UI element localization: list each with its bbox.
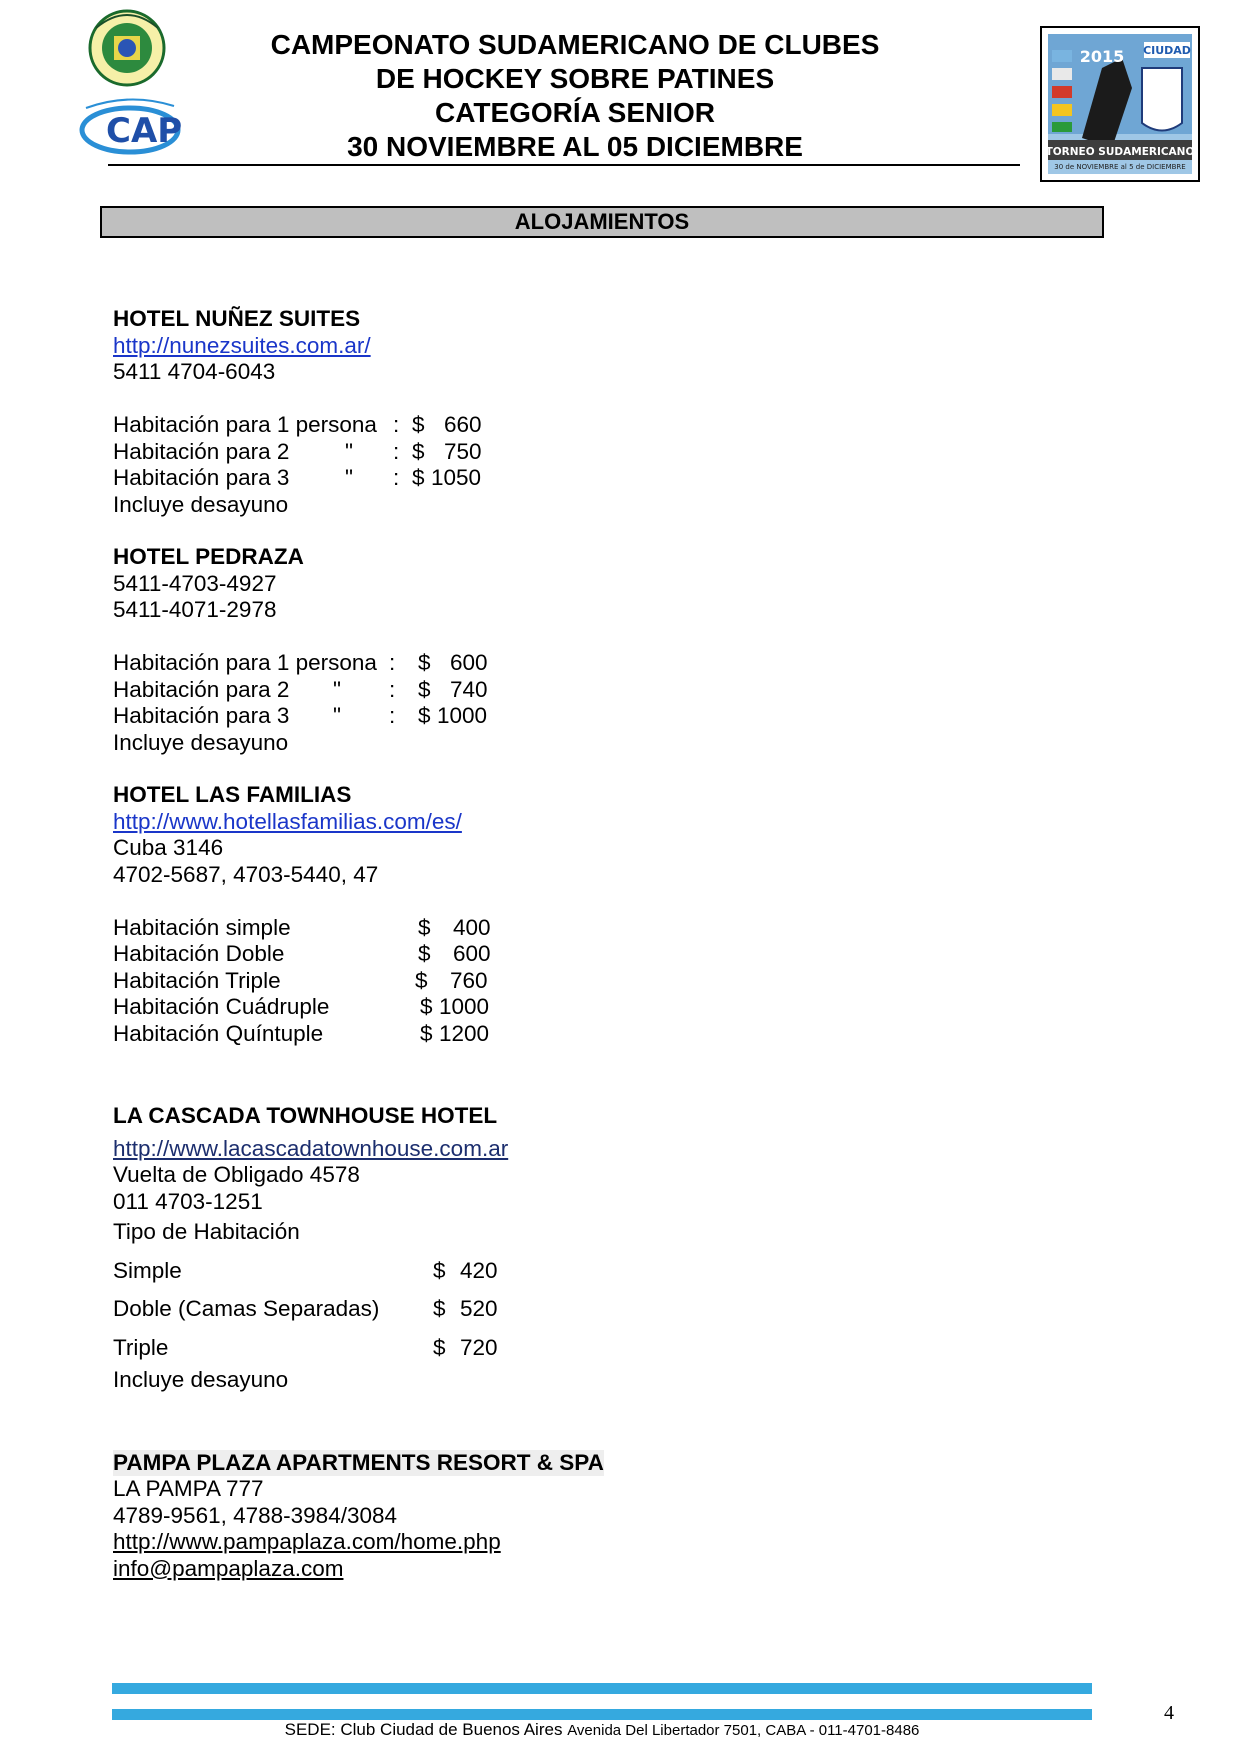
hotel-note: Incluye desayuno — [113, 491, 289, 517]
hotel-phone: 5411-4703-4927 — [113, 570, 277, 596]
hotel-familias — [113, 782, 1013, 1047]
room-row: Habitación simple $ 400 — [113, 914, 491, 940]
hotel-nunez — [113, 306, 1013, 518]
badge-ciudad: CIUDAD — [1143, 44, 1191, 57]
room-row: Habitación para 1 persona : $ 660 — [113, 412, 482, 437]
badge-torneo: TORNEO SUDAMERICANO — [1045, 146, 1195, 158]
hotel-pedraza — [113, 544, 1013, 756]
badge-dates: 30 de NOVIEMBRE al 5 de DICIEMBRE — [1054, 163, 1186, 171]
tournament-badge — [1040, 26, 1200, 182]
room-row: Habitación Cuádruple $ 1000 — [113, 994, 490, 1019]
hotel-name: LA CASCADA TOWNHOUSE HOTEL — [113, 1103, 498, 1128]
room-type-label: Tipo de Habitación — [113, 1219, 300, 1244]
title-line-4: 30 NOVIEMBRE AL 05 DICIEMBRE — [347, 131, 803, 162]
hotel-list — [113, 306, 1013, 1582]
hotel-phone: 4702-5687, 4703-5440, 47 — [113, 861, 379, 887]
footer-text — [112, 1720, 1092, 1740]
room-row: Habitación para 1 persona : $ 600 — [113, 650, 488, 675]
hotel-phone: 5411 4704-6043 — [113, 359, 276, 384]
hotel-address: Cuba 3146 — [113, 835, 224, 860]
hotel-pampa — [113, 1450, 1013, 1583]
room-row: Simple $ 420 — [113, 1257, 498, 1283]
room-row: Triple $ 720 — [113, 1334, 498, 1360]
title-line-2: DE HOCKEY SOBRE PATINES — [375, 63, 775, 94]
hotel-name: HOTEL PEDRAZA — [113, 544, 304, 569]
section-banner: ALOJAMIENTOS — [100, 206, 1104, 238]
footer-bar — [112, 1683, 1092, 1694]
header-divider — [108, 164, 1020, 166]
room-row: Habitación Quíntuple $ 1200 — [113, 1020, 490, 1046]
room-row: Habitación Triple $ 760 — [113, 967, 488, 993]
footer-sede: SEDE: Club Ciudad de Buenos Aires — [284, 1720, 563, 1739]
footer-bar — [112, 1709, 1092, 1720]
hotel-address: Vuelta de Obligado 4578 — [113, 1162, 360, 1187]
hotel-link[interactable]: http://www.hotellasfamilias.com/es/ — [113, 808, 462, 834]
room-row: Habitación Doble $ 600 — [113, 941, 491, 966]
hotel-note: Incluye desayuno — [113, 1367, 289, 1392]
footer-address: Avenida Del Libertador 7501, CABA - 011-4701-8486 — [567, 1722, 920, 1739]
title-line-1: CAMPEONATO SUDAMERICANO DE CLUBES — [270, 29, 880, 60]
cap-logo — [76, 92, 184, 162]
hotel-note: Incluye desayuno — [113, 729, 289, 755]
room-row: Habitación para 2 " : $ 750 — [113, 438, 482, 464]
hotel-address: LA PAMPA 777 — [113, 1476, 264, 1501]
hotel-phone: 5411-4071-2978 — [113, 597, 277, 622]
hotel-link[interactable]: http://nunezsuites.com.ar/ — [113, 332, 371, 358]
room-row: Doble (Camas Separadas) $ 520 — [113, 1296, 498, 1321]
hotel-name: HOTEL LAS FAMILIAS — [113, 782, 352, 807]
svg-text:CAP: CAP — [106, 111, 183, 151]
hotel-link[interactable]: http://www.lacascadatownhouse.com.ar — [113, 1135, 509, 1161]
hotel-phone: 011 4703-1251 — [113, 1188, 263, 1214]
document-title — [180, 28, 970, 164]
confederation-logo — [76, 8, 178, 88]
hotel-cascada — [113, 1103, 1013, 1394]
room-row: Habitación para 2 " : $ 740 — [113, 676, 488, 702]
page-number: 4 — [1164, 1702, 1174, 1724]
hotel-email-link[interactable]: info@pampaplaza.com — [113, 1555, 344, 1581]
hotel-phone: 4789-9561, 4788-3984/3084 — [113, 1502, 398, 1528]
hotel-link[interactable]: http://www.pampaplaza.com/home.php — [113, 1529, 501, 1554]
badge-year: 2015 — [1079, 47, 1125, 66]
title-line-3: CATEGORÍA SENIOR — [434, 97, 715, 128]
tournament-badge-image — [1042, 28, 1198, 180]
room-row: Habitación para 3 " : $ 1000 — [113, 703, 488, 728]
room-row: Habitación para 3 " : $ 1050 — [113, 465, 482, 490]
hotel-name: HOTEL NUÑEZ SUITES — [113, 306, 361, 331]
hotel-name: PAMPA PLAZA APARTMENTS RESORT & SPA — [113, 1449, 604, 1475]
